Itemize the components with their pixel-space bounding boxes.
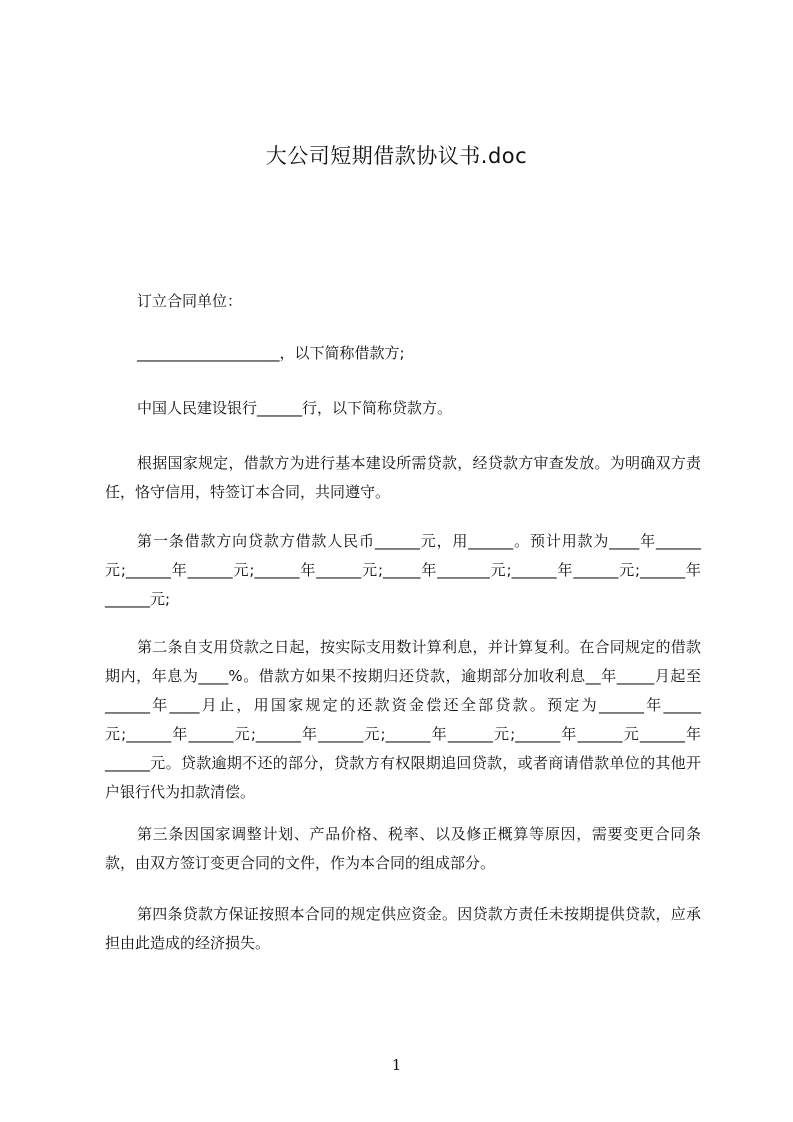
article-3-paragraph: 第三条因国家调整计划、产品价格、税率、以及修正概算等原因，需要变更合同条款，由双方签订变更合同的文件，作为本合同的组成部分。 [105, 825, 701, 872]
document-title: 大公司短期借款协议书.doc [265, 144, 528, 168]
lender-line: 中国人民建设银行______行，以下简称贷款方。 [137, 399, 453, 417]
contracting-parties-heading: 订立合同单位： [137, 292, 243, 310]
borrower-line: ___________________，以下简称借款方; [137, 344, 405, 362]
article-2-paragraph: 第二条自支用贷款之日起，按实际支用数计算利息，并计算复利。在合同规定的借款期内，年息为____%。借款方如果不按期归还贷款，逾期部分加收利息__年_____月起至______年____月止，用国家规定的还款资金偿还全部贷款。预定为______年_____元;______年______元;______年______元;______年______元;______年______元______年______元。贷款逾期不还的部分，贷款方有权限期追回贷款，或者商请借款单位的其他开户银行代为扣款清偿。 [105, 638, 701, 801]
preamble-paragraph: 根据国家规定，借款方为进行基本建设所需贷款，经贷款方审查发放。为明确双方责任，恪守信用，特签订本合同，共同遵守。 [105, 454, 701, 501]
article-4-paragraph: 第四条贷款方保证按照本合同的规定供应资金。因贷款方责任未按期提供贷款，应承担由此造成的经济损失。 [105, 905, 701, 952]
article-1-paragraph: 第一条借款方向贷款方借款人民币______元，用______。预计用款为____年______元;______年______元;______年______元;_____年_______元;______年______元;______年______元; [105, 532, 701, 608]
page-number: 1 [391, 1056, 402, 1074]
